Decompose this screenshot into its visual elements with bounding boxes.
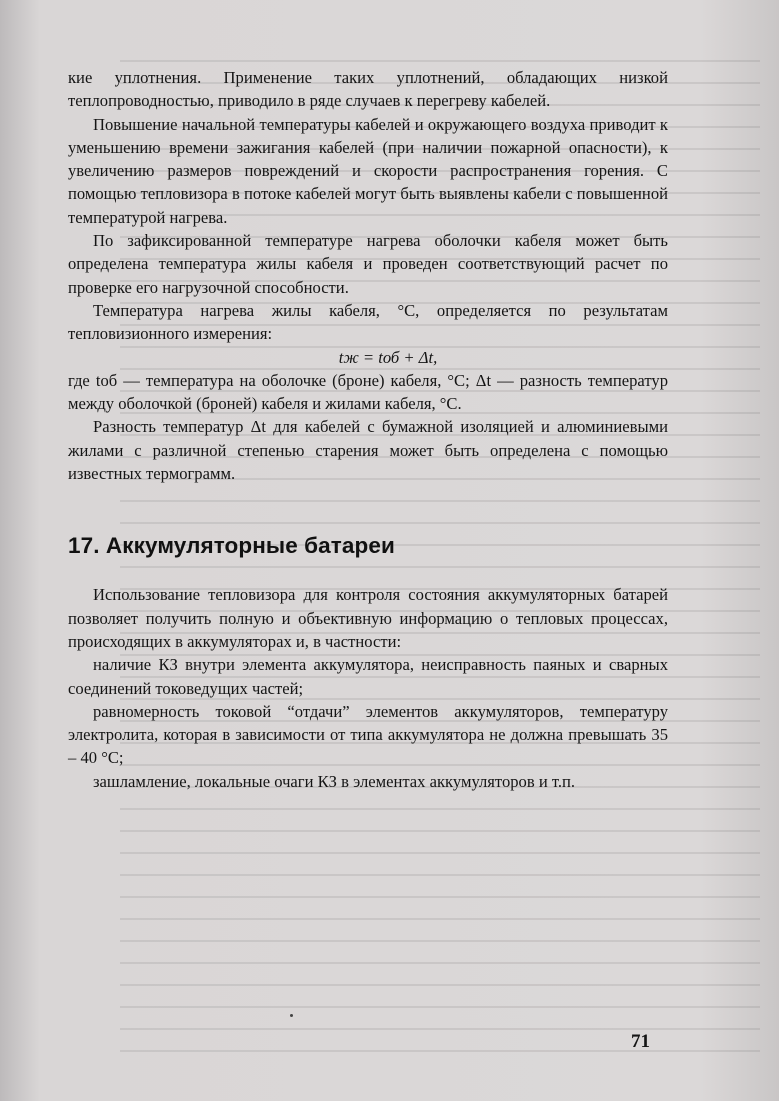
print-speck [290,1014,293,1017]
paragraph: Повышение начальной температуры кабелей и окружающего воздуха приводит к уменьшению времени зажигания кабелей (при наличии пожарной опасности), к увеличению размеров повреждений и скорости распространения горения. С помощью тепловизора в потоке кабелей могут быть выявлены кабели с повышенной температурой нагрева. [68,114,668,227]
paragraph: Использование тепловизора для контроля состояния аккумуляторных батарей позволяет получить полную и объективную информацию о тепловых процессах, происходящих в аккумуляторах и, в частности: [68,585,668,651]
paragraph: где tоб — температура на оболочке (броне) кабеля, °С; Δt — разность температур между оболочкой (броней) кабеля и жилами кабеля, °С. [68,370,668,414]
paragraph: По зафиксированной температуре нагрева оболочки кабеля может быть определена температура жилы кабеля и проведен соответствующий расчет по проверке его нагрузочной способности. [68,231,668,297]
list-item: равномерность токовой “отдачи” элементов аккумуляторов, температуру электролита, которая в зависимости от типа аккумулятора не должна превышать 35 – 40 °С; [68,701,668,768]
paragraph: кие уплотнения. Применение таких уплотнений, обладающих низкой теплопроводностью, приводило в ряде случаев к перегреву кабелей. [68,68,668,111]
list-item: зашламление, локальные очаги КЗ в элементах аккумуляторов и т.п. [93,771,576,791]
section-heading: 17. Аккумуляторные батареи [68,533,395,559]
paragraph: Температура нагрева жилы кабеля, °С, определяется по результатам тепловизионного измерения: [68,300,668,344]
paragraph: Разность температур Δt для кабелей с бумажной изоляцией и алюминиевыми жилами с различной степенью старения может быть определена с помощью известных термограмм. [68,417,668,484]
page-text [68,66,668,793]
formula: tж = tоб + Δt, [338,347,438,367]
page-number: 71 [631,1031,650,1052]
list-item: наличие КЗ внутри элемента аккумулятора, неисправность паяных и сварных соединений токоведущих частей; [68,655,668,698]
